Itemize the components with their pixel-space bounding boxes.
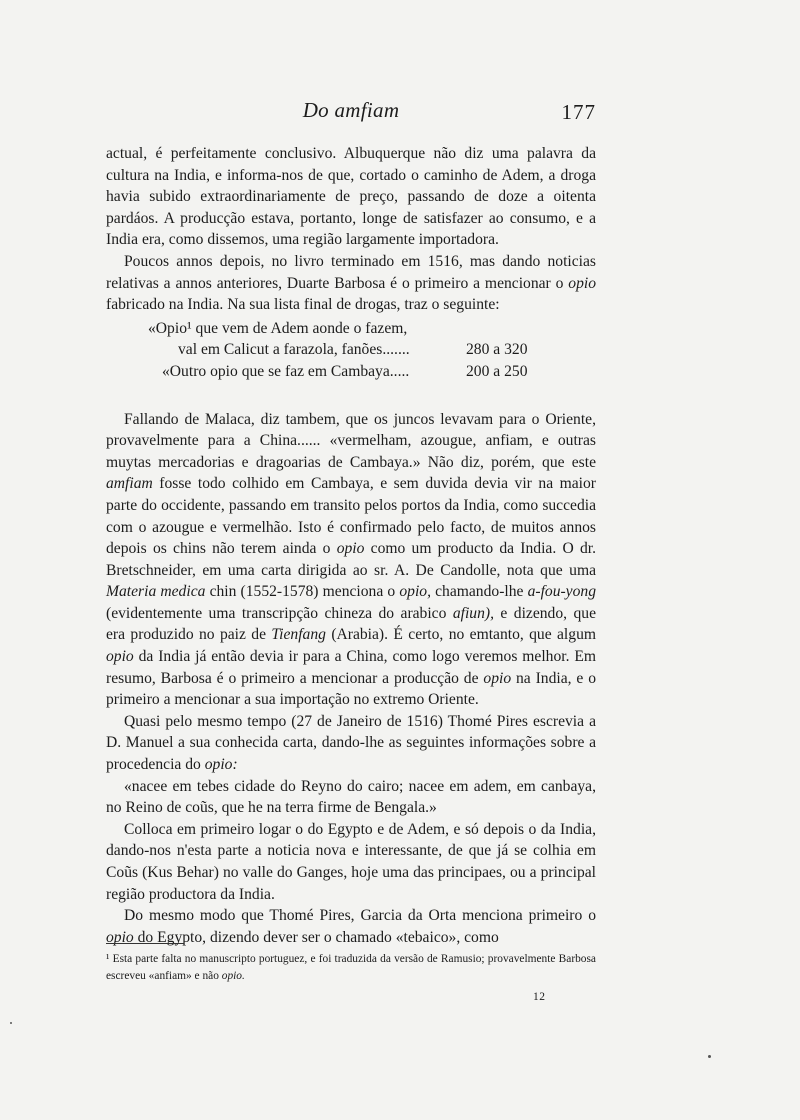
text-run: como um producto da India. O dr. Bretschneider, em uma carta dirigida ao sr. A. De Candolle, nota que uma	[106, 540, 596, 579]
quote-price: 200 a 250	[466, 362, 528, 380]
drug-list-quote	[106, 318, 596, 383]
italic-term: opio	[106, 648, 134, 666]
italic-term: opio	[483, 669, 512, 687]
italic-term: opio:	[204, 756, 238, 774]
text-run: Poucos annos depois, no livro terminado em 1516, mas dando noticias relativas a annos anteriores, Duarte Barbosa é o primeiro a mencionar o	[106, 252, 596, 292]
paragraph-7	[106, 905, 596, 948]
paper-speck	[10, 1022, 12, 1024]
footnote-rule	[106, 943, 184, 944]
page-number: 177	[561, 100, 596, 124]
footnote	[106, 951, 596, 985]
text-run: do Egypto, dizendo dever ser o chamado «tebaico», como	[133, 928, 499, 946]
text-run: chin (1552-1578) menciona o	[205, 583, 400, 601]
paper-speck	[708, 1055, 711, 1058]
signature-mark: 12	[533, 991, 546, 1003]
text-run: ¹ Esta parte falta no manuscripto portuguez, e foi traduzida da versão de Ramusio; provavelmente Barbosa escreveu «anfiam» e não	[106, 953, 596, 982]
paragraph-1: actual, é perfeitamente conclusivo. Albuquerque não diz uma palavra da cultura na India, e informa-nos de que, cortado o caminho de Adem, a droga havia subido extraordinariamente de preço, passando de doze a oitenta pardáos. A producção estava, portanto, longe de satisfazer ao consumo, e a India era, como dissemos, uma região largamente importadora.	[106, 145, 596, 249]
italic-term: opio.	[221, 970, 245, 982]
quote-price: 280 a 320	[466, 341, 528, 359]
quote-line-2	[106, 339, 596, 361]
italic-term: opio,	[399, 583, 431, 601]
quote-line-3	[106, 361, 596, 383]
text-run: fosse todo colhido em Cambaya, e sem duvida devia vir na maior parte do occidente, passando em transito pelos portos da India, como succedia com o azougue e vermelhão. Isto é confirmado pelo facto, de muitos annos depois os chins não terem ainda o	[106, 475, 596, 558]
paragraph-4	[106, 711, 596, 776]
quote-text: «Outro opio que se faz em Cambaya.....	[162, 362, 410, 380]
running-title: Do amfiam	[302, 98, 400, 122]
text-run: Do mesmo modo que Thomé Pires, Garcia da Orta menciona primeiro o	[124, 907, 596, 925]
paragraph-6: Colloca em primeiro logar o do Egypto e de Adem, e só depois o da India, dando-nos n'esta parte a noticia nova e interessante, de que já se colhia em Coũs (Kus Behar) no valle do Ganges, hoje uma das principaes, ou a principal região productora da India.	[106, 820, 596, 903]
text-run: da India já então devia ir para a China, como logo veremos melhor. Em resumo, Barbosa é o primeiro a mencionar a producção de	[106, 648, 596, 687]
body-text	[106, 143, 596, 948]
text-run: chamando-lhe	[430, 583, 528, 601]
italic-term: opio	[336, 540, 365, 558]
text-run: Quasi pelo mesmo tempo (27 de Janeiro de 1516) Thomé Pires escrevia a D. Manuel a sua conhecida carta, dando-lhe as seguintes informações sobre a procedencia do	[106, 712, 596, 774]
italic-term: Tienfang	[271, 626, 326, 644]
text-run: na India, e o primeiro a mencionar a sua importação no extremo Oriente.	[106, 669, 596, 709]
text-run: e dizendo, que era produzido no paiz de	[106, 604, 596, 644]
italic-term: amfiam	[106, 475, 153, 493]
text-run: Fallando de Malaca, diz tambem, que os juncos levavam para o Oriente, provavelmente para a China...... «vermelham, azougue, anfiam, e outras muytas mercadorias e dragoarias de Cambaya.» Não diz, porém, que este	[106, 410, 596, 471]
quote-line-1	[106, 318, 596, 340]
paragraph-5-quote: «nacee em tebes cidade do Reyno do cairo; nacee em adem, em canbaya, no Reino de coũs, que he na terra firme de Bengala.»	[106, 777, 596, 817]
quote-text: «Opio¹ que vem de Adem aonde o fazem,	[148, 319, 408, 337]
quote-text: val em Calicut a farazola, fanões.......	[178, 341, 410, 359]
italic-term: opio	[106, 928, 134, 946]
text-run: (Arabia). É certo, no emtanto, que algum	[325, 626, 596, 644]
italic-term: Materia medica	[106, 583, 206, 601]
text-run: fabricado na India. Na sua lista final de drogas, traz o seguinte:	[106, 296, 500, 314]
page-header	[106, 98, 596, 128]
italic-term: afiun),	[452, 604, 494, 622]
paragraph-3	[106, 409, 596, 711]
paragraph-2	[106, 251, 596, 316]
italic-term: opio	[568, 274, 596, 292]
italic-term: a-fou-yong	[527, 583, 596, 601]
text-run: (evidentemente uma transcripção chineza do arabico	[106, 604, 453, 622]
